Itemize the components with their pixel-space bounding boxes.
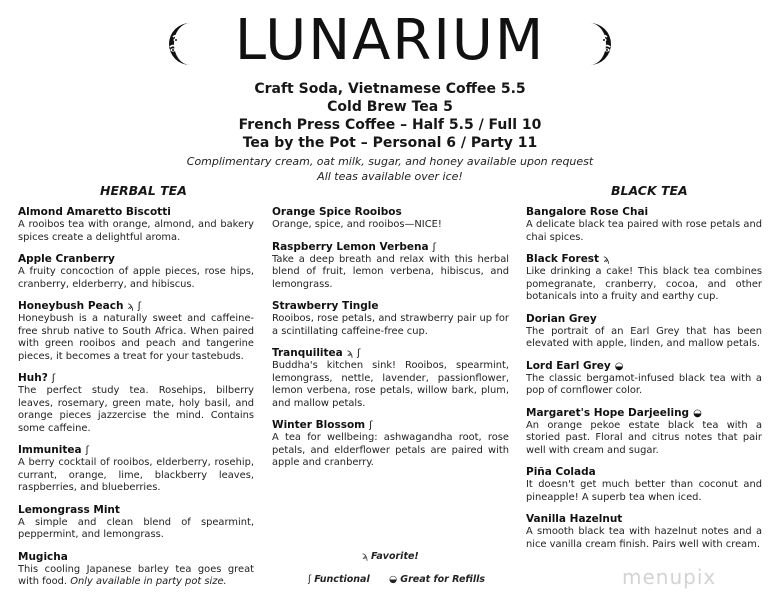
favorite-icon: ϡ [127, 301, 134, 312]
item-name: Orange Spice Rooibos [272, 206, 402, 218]
refill-icon: ◒ [693, 407, 702, 419]
functional-icon: ʃ [357, 348, 361, 359]
functional-icon: ʃ [51, 373, 56, 384]
item-name: Immunitea [18, 444, 82, 456]
item-name: Piña Colada [526, 466, 596, 478]
item-name: Lord Earl Grey [526, 359, 611, 372]
item-description: Take a deep breath and relax with this herbal blend of fruit, lemon verbena, hibiscus, and lemongrass. [272, 253, 509, 290]
herbal-column-middle [272, 206, 509, 479]
item-description: Honeybush is a naturally sweet and caffeine-free shrub native to South Africa. When paired with green rooibos and peach and tangerine pieces, it becomes a treat for your tastebuds. [18, 313, 254, 362]
item-description: It doesn't get much better than coconut and pineapple! A superb tea when iced. [526, 479, 762, 503]
item-description-text: This cooling Japanese barley tea goes great with food. [18, 563, 254, 587]
menu-item [526, 407, 762, 458]
item-name: Vanilla Hazelnut [526, 513, 623, 525]
herbal-column-left [18, 206, 254, 598]
menu-item [272, 347, 509, 410]
menu-item [526, 513, 762, 551]
menu-item [18, 372, 254, 435]
item-name-row [526, 253, 762, 266]
menu-item [526, 206, 762, 244]
item-description: A simple and clean blend of spearmint, peppermint, and lemongrass. [18, 516, 254, 540]
item-description: The perfect study tea. Rosehips, bilberry leaves, rosemary, green mate, holy basil, and orange pieces jazzercise the mind. Contains some caffeine. [18, 385, 254, 434]
functional-icon: ʃ [432, 241, 436, 253]
menu-item [526, 466, 762, 504]
item-name: Bangalore Rose Chai [526, 206, 649, 218]
brand-title: LUNARIUM [234, 8, 546, 73]
item-name-row [18, 372, 254, 385]
menu-item [18, 551, 254, 589]
item-name: Honeybush Peach [18, 300, 124, 312]
legend-favorite [362, 551, 419, 562]
price-list [0, 80, 780, 152]
item-name: Tranquilitea [272, 347, 343, 359]
menu-item [18, 444, 254, 495]
menu-item [18, 300, 254, 363]
item-description: The classic bergamot-infused black tea with a pop of cornflower color. [526, 372, 762, 396]
favorite-icon: ϡ [362, 551, 368, 562]
item-name-row [18, 300, 254, 313]
service-notes [0, 154, 780, 184]
item-description [18, 564, 254, 589]
item-name-row [18, 444, 254, 457]
item-description: The portrait of an Earl Grey that has been elevated with apple, linden, and mallow petals. [526, 325, 762, 349]
menu-item [272, 300, 509, 338]
item-description: A delicate black tea paired with rose petals and chai spices. [526, 219, 762, 243]
price-line: French Press Coffee – Half 5.5 / Full 10 [238, 117, 542, 133]
price-line: Tea by the Pot – Personal 6 / Party 11 [242, 135, 538, 151]
menu-item [272, 419, 509, 470]
crescent-moon-face-icon [572, 20, 620, 68]
legend-label: Great for Refills [400, 574, 486, 585]
functional-icon: ʃ [137, 301, 142, 312]
item-name-row [526, 407, 762, 420]
item-description: Rooibos, rose petals, and strawberry pair up for a scintillating caffeine-free cup. [272, 313, 509, 337]
item-name: Lemongrass Mint [18, 503, 120, 516]
item-description: A rooibos tea with orange, almond, and bakery spices create a delightful aroma. [18, 219, 254, 243]
item-description: A smooth black tea with hazelnut notes and a nice vanilla cream finish. Pairs well with cream. [526, 526, 762, 550]
functional-icon: ʃ [369, 420, 373, 431]
menu-item [18, 253, 254, 291]
price-line: Craft Soda, Vietnamese Coffee 5.5 [254, 81, 526, 97]
item-description: A fruity concoction of apple pieces, rose hips, cranberry, elderberry, and hibiscus. [18, 266, 254, 290]
item-name: Almond Amaretto Biscotti [18, 206, 171, 218]
functional-icon: ʃ [308, 574, 312, 585]
item-name: Margaret's Hope Darjeeling [526, 406, 690, 419]
menu-item [272, 206, 509, 232]
item-name: Apple Cranberry [18, 253, 115, 265]
item-name: Huh? [18, 372, 48, 384]
note-line: All teas available over ice! [317, 170, 463, 183]
menu-item [18, 206, 254, 244]
item-name: Black Forest [526, 253, 600, 265]
refill-icon: ◒ [389, 574, 398, 585]
legend-refill [389, 574, 485, 585]
item-description: A berry cocktail of rooibos, elderberry, rosehip, currant, orange, lime, blackberry leaves, raspberries, and blueberries. [18, 457, 254, 493]
price-line: Cold Brew Tea 5 [327, 99, 453, 115]
logo [0, 6, 780, 76]
item-name: Dorian Grey [526, 312, 597, 325]
menu-item [526, 253, 762, 304]
item-description: A tea for wellbeing: ashwagandha root, rose petals, and elderflower petals are paired with apple and cranberry. [272, 432, 509, 468]
item-note: Only available in party pot size. [70, 576, 227, 587]
item-name: Winter Blossom [272, 419, 366, 431]
black-tea-heading: BLACK TEA [611, 183, 688, 198]
menu-item [526, 360, 762, 398]
menu-item [526, 313, 762, 351]
item-name-row [272, 419, 509, 432]
refill-icon: ◒ [614, 360, 624, 372]
black-tea-column [526, 206, 762, 560]
item-name-row [526, 360, 762, 373]
item-description: Like drinking a cake! This black tea combines pomegranate, cranberry, cocoa, and other botanicals into a fruity and earthy cup. [526, 266, 762, 302]
note-line: Complimentary cream, oat milk, sugar, and honey available upon request [186, 155, 594, 168]
favorite-icon: ϡ [603, 254, 610, 265]
legend-label: Favorite! [370, 551, 419, 562]
menu-item [18, 504, 254, 542]
item-description: An orange pekoe estate black tea with a storied past. Floral and citrus notes that pair well with cream and sugar. [526, 419, 762, 456]
functional-icon: ʃ [85, 445, 89, 456]
legend-label: Functional [314, 574, 370, 585]
favorite-icon: ϡ [346, 348, 354, 359]
item-name: Mugicha [18, 550, 68, 563]
watermark: menupix [622, 565, 717, 589]
menu-item [272, 241, 509, 292]
item-name-row [272, 241, 509, 254]
item-description: Orange, spice, and rooibos—NICE! [272, 219, 442, 230]
item-description: Buddha's kitchen sink! Rooibos, spearmint, lemongrass, nettle, lavender, passionflower, lemon verbena, rose petals, willow bark, plum, and mallow petals. [272, 360, 509, 409]
herbal-tea-heading: HERBAL TEA [100, 183, 187, 198]
item-name: Raspberry Lemon Verbena [272, 240, 429, 253]
legend-functional [308, 574, 370, 585]
item-name: Strawberry Tingle [272, 300, 379, 312]
item-name-row [272, 347, 509, 360]
